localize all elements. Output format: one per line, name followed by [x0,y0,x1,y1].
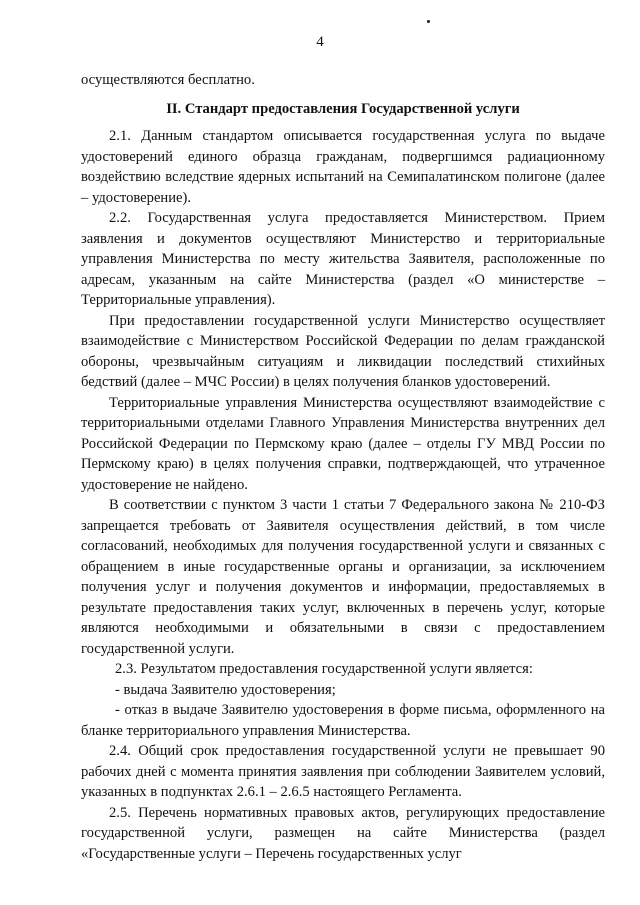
paragraph-2-4: 2.4. Общий срок предоставления государственной услуги не превышает 90 рабочих дней с момента принятия заявления при соблюдении Заявителем условий, указанных в подпунктах 2.6.1 – 2.6.5 настоящего Регламента. [81,743,605,800]
section-heading: II. Стандарт предоставления Государственной услуги [166,100,520,117]
paragraph-prohibition: В соответствии с пунктом 3 части 1 статьи 7 Федерального закона № 210-ФЗ запрещается требовать от Заявителя осуществления действий, в том числе согласований, необходимых для получения государственной услуги и связанных с обращением в иные государственные органы и организации, за исключением получения услуг и получения документов и информации, предоставляемых в результате предоставления таких услуг, включенных в перечень услуг, которые являются необходимыми и обязательными в связи с предоставлением государственной услуги. [81,497,605,657]
paragraph-2-2: 2.2. Государственная услуга предоставляется Министерством. Прием заявления и документов осуществляют Министерство и территориальные управления Министерства по месту жительства Заявителя, расположенные по адресам, указанным на сайте Министерства (раздел «О министерстве – Территориальные управления). [81,210,605,308]
result-item-refusal: - отказ в выдаче Заявителю удостоверения в форме письма, оформленного на бланке территориального управления Министерства. [81,702,605,739]
continuation-text: осуществляются бесплатно. [81,72,255,88]
result-item-issue: - выдача Заявителю удостоверения; [115,681,336,698]
paragraph-territorial-interaction: Территориальные управления Министерства осуществляют взаимодействие с территориальными отделами Главного Управления Министерства внутренних дел Российской Федерации по Пермскому краю (далее – отделы ГУ МВД России по Пермскому краю) в целях получения справки, подтверждающей, что утраченное удостоверение не найдено. [81,394,605,493]
paragraph-2-1: 2.1. Данным стандартом описывается государственная услуга по выдаче удостоверений единого образца гражданам, подвергшимся радиационному воздействию вследствие ядерных испытаний на Семипалатинском полигоне (далее – удостоверение). [81,128,605,206]
paragraph-2-5: 2.5. Перечень нормативных правовых актов, регулирующих предоставление государственной услуги, размещен на сайте Министерства (раздел «Государственные услуги – Перечень государственных услуг [81,804,605,862]
scan-artifact-dot [427,20,430,23]
paragraph-2-3: 2.3. Результатом предоставления государственной услуги является: [115,661,533,677]
document-body [81,70,605,864]
paragraph-mchs-interaction: При предоставлении государственной услуги Министерство осуществляет взаимодействие с Министерством Российской Федерации по делам гражданской обороны, чрезвычайным ситуациям и ликвидации последствий стихийных бедствий (далее – МЧС России) в целях получения бланков удостоверений. [81,312,605,390]
page-number: 4 [316,34,324,50]
